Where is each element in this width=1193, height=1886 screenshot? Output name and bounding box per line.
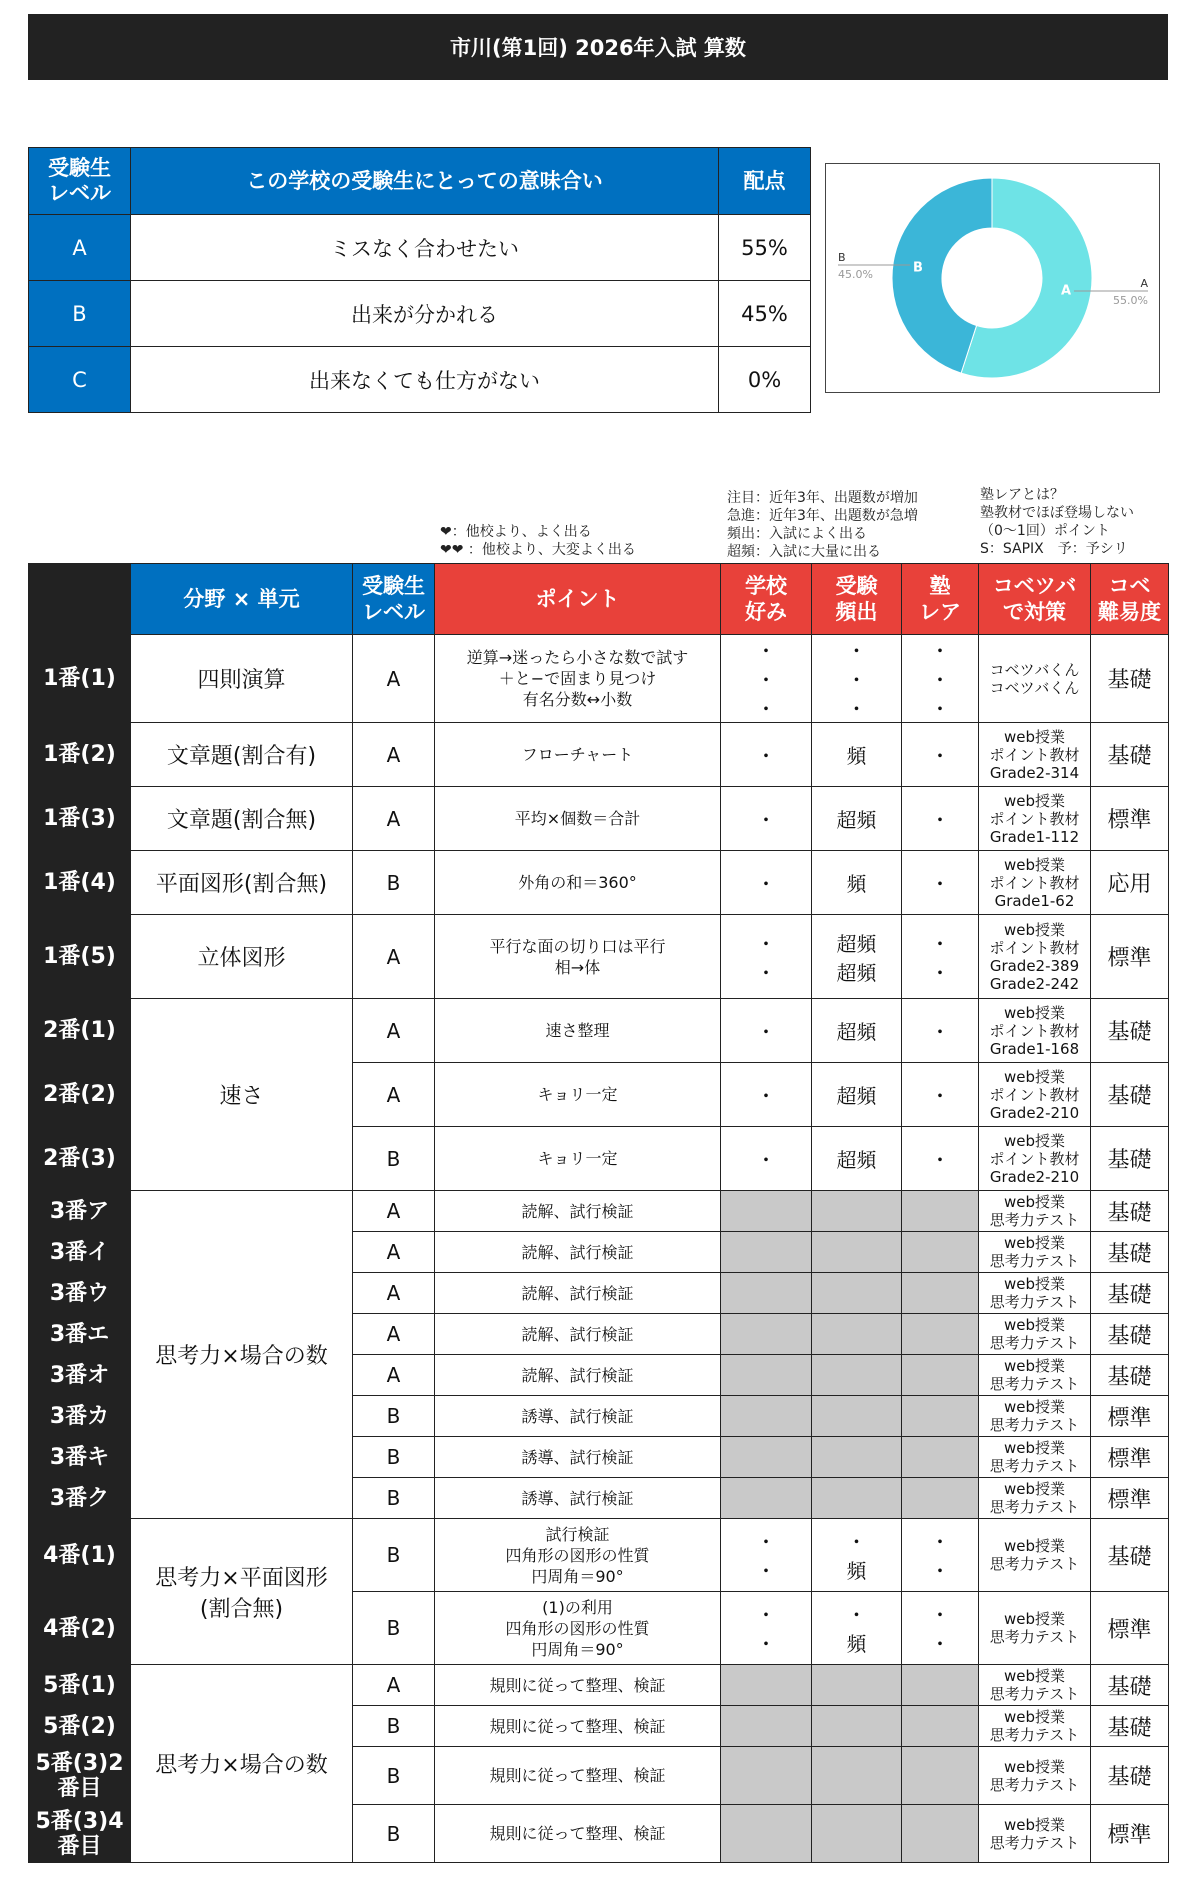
- kobetsuba-cell: web授業 思考力テスト: [979, 1191, 1091, 1232]
- level-cell: B: [353, 1396, 435, 1437]
- score-header: 配点: [719, 148, 811, 215]
- question-number-cell: 5番(3)4 番目: [29, 1805, 131, 1863]
- frequency-cell: [812, 1478, 902, 1519]
- school-pref-cell: [721, 1437, 812, 1478]
- difficulty-cell: 基礎: [1091, 1127, 1169, 1191]
- juku-rare-cell: [902, 1478, 979, 1519]
- level-cell: A: [353, 1355, 435, 1396]
- frequency-cell: [812, 1191, 902, 1232]
- level-cell: B: [353, 1478, 435, 1519]
- field-cell: 平面図形(割合無): [131, 851, 353, 915]
- difficulty-cell: 基礎: [1091, 1063, 1169, 1127]
- difficulty-cell: 基礎: [1091, 1191, 1169, 1232]
- frequency-cell: [812, 1665, 902, 1706]
- difficulty-cell: 標準: [1091, 1805, 1169, 1863]
- school-pref-cell: [721, 1396, 812, 1437]
- kobetsuba-cell: web授業 思考力テスト: [979, 1665, 1091, 1706]
- juku-rare-cell: ・: [902, 1063, 979, 1127]
- juku-rare-cell: [902, 1191, 979, 1232]
- frequency-header: 受験 頻出: [812, 564, 902, 635]
- question-number-cell: 3番カ: [29, 1396, 131, 1437]
- question-number-cell: 3番キ: [29, 1437, 131, 1478]
- juku-rare-cell: [902, 1355, 979, 1396]
- point-cell: 平均×個数＝合計: [435, 787, 721, 851]
- question-number-cell: 1番(5): [29, 915, 131, 999]
- frequency-cell: [812, 1314, 902, 1355]
- point-cell: 読解、試行検証: [435, 1314, 721, 1355]
- score-cell: 0%: [719, 347, 811, 413]
- difficulty-cell: 標準: [1091, 915, 1169, 999]
- level-header: 受験生 レベル: [353, 564, 435, 635]
- point-cell: 規則に従って整理、検証: [435, 1747, 721, 1805]
- frequency-cell: 超頻: [812, 1063, 902, 1127]
- school-pref-cell: ・: [721, 1063, 812, 1127]
- field-cell: 文章題(割合無): [131, 787, 353, 851]
- level-header: 受験生 レベル: [29, 148, 131, 215]
- point-header: ポイント: [435, 564, 721, 635]
- question-row: [29, 787, 1169, 851]
- frequency-cell: [812, 1355, 902, 1396]
- frequency-cell: ・ ・ ・: [812, 635, 902, 723]
- juku-rare-cell: ・ ・: [902, 1519, 979, 1592]
- level-row: [29, 215, 811, 281]
- kobetsuba-cell: web授業 思考力テスト: [979, 1437, 1091, 1478]
- school-pref-cell: [721, 1706, 812, 1747]
- kobetsuba-cell: web授業 思考力テスト: [979, 1747, 1091, 1805]
- question-number-cell: 3番オ: [29, 1355, 131, 1396]
- donut-slice-label: A: [1061, 283, 1072, 299]
- field-cell: 文章題(割合有): [131, 723, 353, 787]
- difficulty-cell: 基礎: [1091, 999, 1169, 1063]
- difficulty-cell: 標準: [1091, 1478, 1169, 1519]
- difficulty-cell: 応用: [1091, 851, 1169, 915]
- frequency-cell: [812, 1805, 902, 1863]
- donut-slice-label: B: [912, 260, 923, 276]
- question-number-cell: 1番(3): [29, 787, 131, 851]
- level-cell: B: [29, 281, 131, 347]
- level-cell: A: [353, 1063, 435, 1127]
- heart-legend-note: ❤：他校より、よく出る ❤❤ ：他校より、大変よく出る: [440, 524, 636, 558]
- meaning-header: この学校の受験生にとっての意味合い: [131, 148, 719, 215]
- question-row: [29, 635, 1169, 723]
- question-row: [29, 915, 1169, 999]
- level-table-header: [29, 148, 811, 215]
- field-cell: 速さ: [131, 999, 353, 1191]
- level-cell: B: [353, 1706, 435, 1747]
- kobetsuba-cell: web授業 思考力テスト: [979, 1706, 1091, 1747]
- question-number-cell: 5番(1): [29, 1665, 131, 1706]
- kobetsuba-cell: web授業 ポイント教材 Grade2-389 Grade2-242: [979, 915, 1091, 999]
- question-row: [29, 1519, 1169, 1592]
- donut-percent-label: 45.0%: [838, 268, 873, 282]
- question-number-cell: 5番(2): [29, 1706, 131, 1747]
- question-number-cell: 3番イ: [29, 1232, 131, 1273]
- field-cell: 思考力×場合の数: [131, 1665, 353, 1863]
- frequency-cell: 超頻: [812, 1127, 902, 1191]
- level-cell: B: [353, 1592, 435, 1665]
- kobetsuba-cell: web授業 ポイント教材 Grade2-314: [979, 723, 1091, 787]
- field-header: 分野 × 単元: [131, 564, 353, 635]
- point-cell: (1)の利用 四角形の図形の性質 円周角＝90°: [435, 1592, 721, 1665]
- meaning-cell: ミスなく合わせたい: [131, 215, 719, 281]
- level-cell: A: [353, 1273, 435, 1314]
- score-cell: 45%: [719, 281, 811, 347]
- frequency-cell: [812, 1437, 902, 1478]
- difficulty-cell: 基礎: [1091, 635, 1169, 723]
- question-row: [29, 1191, 1169, 1232]
- point-cell: 読解、試行検証: [435, 1355, 721, 1396]
- kobetsuba-cell: web授業 思考力テスト: [979, 1314, 1091, 1355]
- field-cell: 思考力×場合の数: [131, 1191, 353, 1519]
- juku-rare-note: 塾レアとは？ 塾教材でほぼ登場しない （0～1回）ポイント S：SAPIX 予：予シリ: [980, 487, 1134, 557]
- level-cell: A: [353, 1232, 435, 1273]
- kobetsuba-cell: web授業 思考力テスト: [979, 1519, 1091, 1592]
- kobetsuba-cell: web授業 ポイント教材 Grade1-112: [979, 787, 1091, 851]
- level-row: [29, 347, 811, 413]
- question-analysis-table: [28, 563, 1169, 1863]
- level-row: [29, 281, 811, 347]
- level-cell: A: [353, 1314, 435, 1355]
- juku-rare-header: 塾 レア: [902, 564, 979, 635]
- question-number-cell: 4番(1): [29, 1519, 131, 1592]
- kobetsuba-cell: web授業 思考力テスト: [979, 1592, 1091, 1665]
- field-cell: 四則演算: [131, 635, 353, 723]
- question-number-cell: 5番(3)2 番目: [29, 1747, 131, 1805]
- kobetsuba-cell: web授業 思考力テスト: [979, 1478, 1091, 1519]
- point-cell: フローチャート: [435, 723, 721, 787]
- school-pref-cell: ・: [721, 787, 812, 851]
- school-pref-cell: [721, 1805, 812, 1863]
- frequency-legend-note: 注目：近年3年、出題数が増加 急進：近年3年、出題数が急増 頻出：入試によく出る 超頻：入試に大量に出る: [727, 490, 918, 560]
- kobetsuba-cell: コベツバくん コベツバくん: [979, 635, 1091, 723]
- question-row: [29, 999, 1169, 1063]
- school-pref-cell: [721, 1665, 812, 1706]
- frequency-cell: [812, 1232, 902, 1273]
- score-donut-chart: [825, 163, 1160, 393]
- juku-rare-cell: [902, 1805, 979, 1863]
- difficulty-cell: 基礎: [1091, 723, 1169, 787]
- question-number-cell: 3番ク: [29, 1478, 131, 1519]
- level-cell: C: [29, 347, 131, 413]
- question-number-cell: 3番ア: [29, 1191, 131, 1232]
- level-cell: A: [353, 723, 435, 787]
- difficulty-cell: 基礎: [1091, 1747, 1169, 1805]
- page-title: 市川(第1回) 2026年入試 算数: [28, 14, 1168, 80]
- frequency-cell: 超頻: [812, 787, 902, 851]
- frequency-cell: [812, 1706, 902, 1747]
- juku-rare-cell: ・ ・: [902, 915, 979, 999]
- difficulty-header: コベ 難易度: [1091, 564, 1169, 635]
- field-cell: 立体図形: [131, 915, 353, 999]
- difficulty-cell: 基礎: [1091, 1314, 1169, 1355]
- juku-rare-cell: ・: [902, 851, 979, 915]
- difficulty-cell: 基礎: [1091, 1355, 1169, 1396]
- meaning-cell: 出来なくても仕方がない: [131, 347, 719, 413]
- school-pref-cell: ・: [721, 723, 812, 787]
- level-cell: A: [353, 1191, 435, 1232]
- question-number-cell: 3番エ: [29, 1314, 131, 1355]
- juku-rare-cell: [902, 1437, 979, 1478]
- point-cell: 規則に従って整理、検証: [435, 1706, 721, 1747]
- field-cell: 思考力×平面図形 (割合無): [131, 1519, 353, 1665]
- donut-percent-label: 55.0%: [1113, 293, 1148, 307]
- frequency-cell: 頻: [812, 723, 902, 787]
- juku-rare-cell: ・ ・: [902, 1592, 979, 1665]
- level-cell: A: [353, 635, 435, 723]
- level-cell: A: [353, 1665, 435, 1706]
- point-cell: キョリ一定: [435, 1063, 721, 1127]
- juku-rare-cell: [902, 1706, 979, 1747]
- point-cell: 平行な面の切り口は平行 相→体: [435, 915, 721, 999]
- school-pref-cell: ・ ・ ・: [721, 635, 812, 723]
- school-pref-cell: ・: [721, 851, 812, 915]
- level-cell: B: [353, 1437, 435, 1478]
- school-pref-cell: [721, 1191, 812, 1232]
- school-pref-cell: ・ ・: [721, 1519, 812, 1592]
- kobetsuba-cell: web授業 思考力テスト: [979, 1396, 1091, 1437]
- main-table-header: [29, 564, 1169, 635]
- question-number-cell: 3番ウ: [29, 1273, 131, 1314]
- school-pref-cell: ・ ・: [721, 1592, 812, 1665]
- kobetsuba-cell: web授業 ポイント教材 Grade2-210: [979, 1127, 1091, 1191]
- difficulty-cell: 基礎: [1091, 1232, 1169, 1273]
- difficulty-cell: 基礎: [1091, 1519, 1169, 1592]
- juku-rare-cell: ・: [902, 1127, 979, 1191]
- question-number-cell: 1番(1): [29, 635, 131, 723]
- question-number-cell: 2番(1): [29, 999, 131, 1063]
- frequency-cell: [812, 1273, 902, 1314]
- level-cell: A: [353, 787, 435, 851]
- juku-rare-cell: [902, 1747, 979, 1805]
- level-cell: B: [353, 1519, 435, 1592]
- juku-rare-cell: [902, 1232, 979, 1273]
- juku-rare-cell: ・: [902, 999, 979, 1063]
- level-cell: A: [353, 999, 435, 1063]
- level-cell: B: [353, 1805, 435, 1863]
- point-cell: 誘導、試行検証: [435, 1478, 721, 1519]
- level-cell: B: [353, 1127, 435, 1191]
- school-pref-cell: [721, 1747, 812, 1805]
- frequency-cell: ・ 頻: [812, 1592, 902, 1665]
- point-cell: 試行検証 四角形の図形の性質 円周角＝90°: [435, 1519, 721, 1592]
- kobetsuba-header: コベツバ で対策: [979, 564, 1091, 635]
- level-cell: B: [353, 1747, 435, 1805]
- point-cell: 外角の和＝360°: [435, 851, 721, 915]
- point-cell: キョリ一定: [435, 1127, 721, 1191]
- juku-rare-cell: ・: [902, 723, 979, 787]
- kobetsuba-cell: web授業 思考力テスト: [979, 1355, 1091, 1396]
- difficulty-cell: 標準: [1091, 787, 1169, 851]
- meaning-cell: 出来が分かれる: [131, 281, 719, 347]
- juku-rare-cell: [902, 1273, 979, 1314]
- point-cell: 規則に従って整理、検証: [435, 1805, 721, 1863]
- school-pref-cell: [721, 1355, 812, 1396]
- school-pref-cell: [721, 1314, 812, 1355]
- point-cell: 読解、試行検証: [435, 1191, 721, 1232]
- level-score-table: [28, 147, 811, 413]
- level-cell: A: [353, 915, 435, 999]
- score-cell: 55%: [719, 215, 811, 281]
- question-header: [29, 564, 131, 635]
- kobetsuba-cell: web授業 思考力テスト: [979, 1232, 1091, 1273]
- frequency-cell: [812, 1396, 902, 1437]
- level-cell: B: [353, 851, 435, 915]
- point-cell: 誘導、試行検証: [435, 1437, 721, 1478]
- question-row: [29, 723, 1169, 787]
- difficulty-cell: 標準: [1091, 1396, 1169, 1437]
- frequency-cell: 頻: [812, 851, 902, 915]
- point-cell: 規則に従って整理、検証: [435, 1665, 721, 1706]
- difficulty-cell: 基礎: [1091, 1665, 1169, 1706]
- donut-svg: [826, 164, 1159, 392]
- school-pref-header: 学校 好み: [721, 564, 812, 635]
- difficulty-cell: 基礎: [1091, 1706, 1169, 1747]
- juku-rare-cell: ・: [902, 787, 979, 851]
- school-pref-cell: ・: [721, 999, 812, 1063]
- question-number-cell: 1番(2): [29, 723, 131, 787]
- kobetsuba-cell: web授業 ポイント教材 Grade1-62: [979, 851, 1091, 915]
- school-pref-cell: ・: [721, 1127, 812, 1191]
- frequency-cell: 超頻: [812, 999, 902, 1063]
- difficulty-cell: 標準: [1091, 1437, 1169, 1478]
- point-cell: 逆算→迷ったら小さな数で試す ＋と−で固まり見つけ 有名分数↔小数: [435, 635, 721, 723]
- donut-category-label: A: [1140, 276, 1148, 290]
- question-number-cell: 4番(2): [29, 1592, 131, 1665]
- frequency-cell: ・ 頻: [812, 1519, 902, 1592]
- kobetsuba-cell: web授業 ポイント教材 Grade1-168: [979, 999, 1091, 1063]
- juku-rare-cell: [902, 1396, 979, 1437]
- kobetsuba-cell: web授業 ポイント教材 Grade2-210: [979, 1063, 1091, 1127]
- point-cell: 読解、試行検証: [435, 1232, 721, 1273]
- level-cell: A: [29, 215, 131, 281]
- point-cell: 誘導、試行検証: [435, 1396, 721, 1437]
- point-cell: 速さ整理: [435, 999, 721, 1063]
- school-pref-cell: [721, 1232, 812, 1273]
- school-pref-cell: [721, 1273, 812, 1314]
- juku-rare-cell: [902, 1665, 979, 1706]
- question-row: [29, 851, 1169, 915]
- question-number-cell: 2番(2): [29, 1063, 131, 1127]
- school-pref-cell: ・ ・: [721, 915, 812, 999]
- difficulty-cell: 基礎: [1091, 1273, 1169, 1314]
- juku-rare-cell: [902, 1314, 979, 1355]
- difficulty-cell: 標準: [1091, 1592, 1169, 1665]
- frequency-cell: [812, 1747, 902, 1805]
- point-cell: 読解、試行検証: [435, 1273, 721, 1314]
- donut-category-label: B: [838, 251, 846, 265]
- kobetsuba-cell: web授業 思考力テスト: [979, 1273, 1091, 1314]
- question-number-cell: 2番(3): [29, 1127, 131, 1191]
- school-pref-cell: [721, 1478, 812, 1519]
- kobetsuba-cell: web授業 思考力テスト: [979, 1805, 1091, 1863]
- question-row: [29, 1665, 1169, 1706]
- question-number-cell: 1番(4): [29, 851, 131, 915]
- juku-rare-cell: ・ ・ ・: [902, 635, 979, 723]
- frequency-cell: 超頻 超頻: [812, 915, 902, 999]
